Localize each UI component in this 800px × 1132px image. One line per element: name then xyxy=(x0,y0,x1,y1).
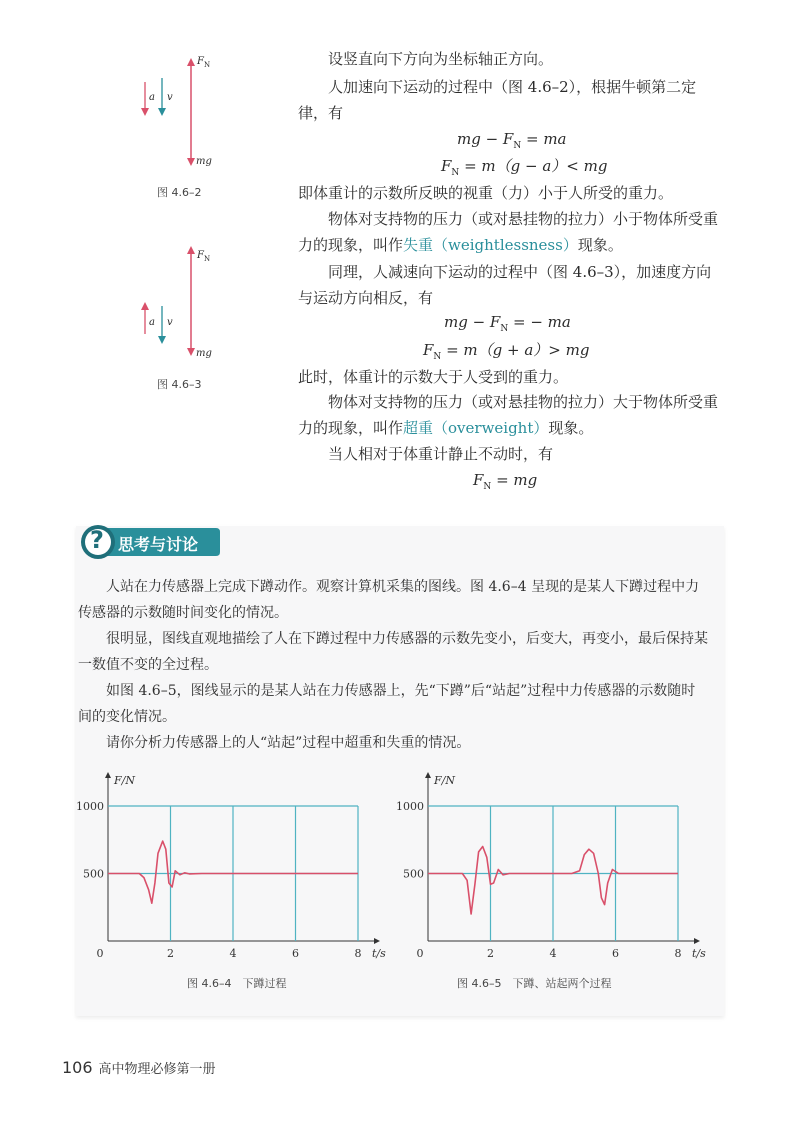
v-label: v xyxy=(167,317,173,328)
x-tick-label: 6 xyxy=(292,947,299,960)
x-axis-arrow xyxy=(374,938,380,944)
discussion-paragraph-4: 请你分析力传感器上的人“站起”过程中超重和失重的情况。 xyxy=(106,735,471,751)
fn-label: $F_N$ xyxy=(197,56,211,69)
paragraph-accelerate-down: 人加速向下运动的过程中（图 4.6–2），根据牛顿第二定律，有 xyxy=(298,78,697,122)
y-axis-arrow xyxy=(425,772,431,778)
x-axis-label: t/s xyxy=(692,947,706,960)
page-number: 106 xyxy=(62,1058,93,1077)
paragraph-apparent-weight: 即体重计的示数所反映的视重（力）小于人所受的重力。 xyxy=(298,184,674,202)
book-title: 高中物理必修第一册 xyxy=(98,1062,216,1077)
x-axis-label: t/s xyxy=(372,947,386,960)
term-overweight: 超重（overweight） xyxy=(403,419,549,437)
discussion-paragraph-1: 人站在力传感器上完成下蹲动作。观察计算机采集的图线。图 4.6–4 呈现的是某人下蹲过程中力传感器的示数随时间变化的情况。 xyxy=(78,579,700,621)
y-tick-label: 1000 xyxy=(76,800,104,813)
paragraph-coordinate: 设竖直向下方向为坐标轴正方向。 xyxy=(328,50,554,68)
a-label: a xyxy=(149,317,155,328)
page-footer xyxy=(62,1058,216,1077)
equation-2: $F_N = m(g - a)<$ mg xyxy=(441,157,608,178)
question-icon: ? xyxy=(90,526,104,554)
discussion-title: 思考与讨论 xyxy=(118,535,199,554)
paragraph-decelerate-down: 同理，人减速向下运动的过程中（图 4.6–3），加速度方向与运动方向相反，有 xyxy=(298,263,712,307)
fig-4-6-3-caption: 图 4.6–3 xyxy=(157,378,202,391)
mg-label: mg xyxy=(196,156,212,167)
y-tick-label: 1000 xyxy=(396,800,424,813)
v-label: v xyxy=(167,92,173,103)
fn-label: $F_N$ xyxy=(197,250,211,263)
paragraph-greater-weight: 此时，体重计的示数大于人受到的重力。 xyxy=(298,368,569,386)
discussion-paragraph-3: 如图 4.6–5，图线显示的是某人站在力传感器上，先“下蹲”后“站起”过程中力传感器的示数随时间的变化情况。 xyxy=(78,683,696,725)
x-tick-label: 2 xyxy=(487,947,494,960)
y-tick-label: 500 xyxy=(83,867,104,881)
x-tick-label: 8 xyxy=(674,947,682,960)
fig-4-6-2-caption: 图 4.6–2 xyxy=(157,186,202,199)
equation-5: $F_N$ = mg xyxy=(473,471,538,492)
equation-4: $F_N = m(g + a)>$ mg xyxy=(423,341,590,362)
equation-3: mg − $F_N$ = − ma xyxy=(444,313,571,334)
chart-fig-4-6-5 xyxy=(396,768,716,958)
x-tick-label: 2 xyxy=(167,947,174,960)
term-weightlessness: 失重（weightlessness） xyxy=(403,236,578,254)
y-axis-label: F/N xyxy=(114,774,135,787)
paragraph-weightlessness: 物体对支持物的压力（或对悬挂物的拉力）小于物体所受重力的现象，叫作失重（weightlessness）现象。 xyxy=(298,210,719,254)
fig-4-6-5-caption: 图 4.6–5 下蹲、站起两个过程 xyxy=(457,977,612,990)
discussion-paragraph-2: 很明显，图线直观地描绘了人在下蹲过程中力传感器的示数先变小，后变大，再变小，最后保持某一数值不变的全过程。 xyxy=(78,631,708,673)
y-tick-label: 500 xyxy=(403,867,424,881)
x-tick-label: 0 xyxy=(416,947,424,960)
y-axis-arrow xyxy=(105,772,111,778)
equation-1: mg − $F_N$ = ma xyxy=(457,130,567,151)
mg-label: mg xyxy=(196,348,212,359)
paragraph-overweight: 物体对支持物的压力（或对悬挂物的拉力）大于物体所受重力的现象，叫作超重（overweight）现象。 xyxy=(298,393,719,437)
x-tick-label: 0 xyxy=(96,947,104,960)
a-label: a xyxy=(149,92,155,103)
x-axis-arrow xyxy=(694,938,700,944)
paragraph-at-rest: 当人相对于体重计静止不动时，有 xyxy=(328,445,554,463)
y-axis-label: F/N xyxy=(434,774,455,787)
chart-fig-4-6-4 xyxy=(76,768,396,958)
x-tick-label: 6 xyxy=(612,947,619,960)
x-tick-label: 4 xyxy=(549,947,557,960)
fig-4-6-4-caption: 图 4.6–4 下蹲过程 xyxy=(187,977,287,990)
discussion-header xyxy=(76,524,220,560)
x-tick-label: 4 xyxy=(229,947,237,960)
x-tick-label: 8 xyxy=(354,947,362,960)
